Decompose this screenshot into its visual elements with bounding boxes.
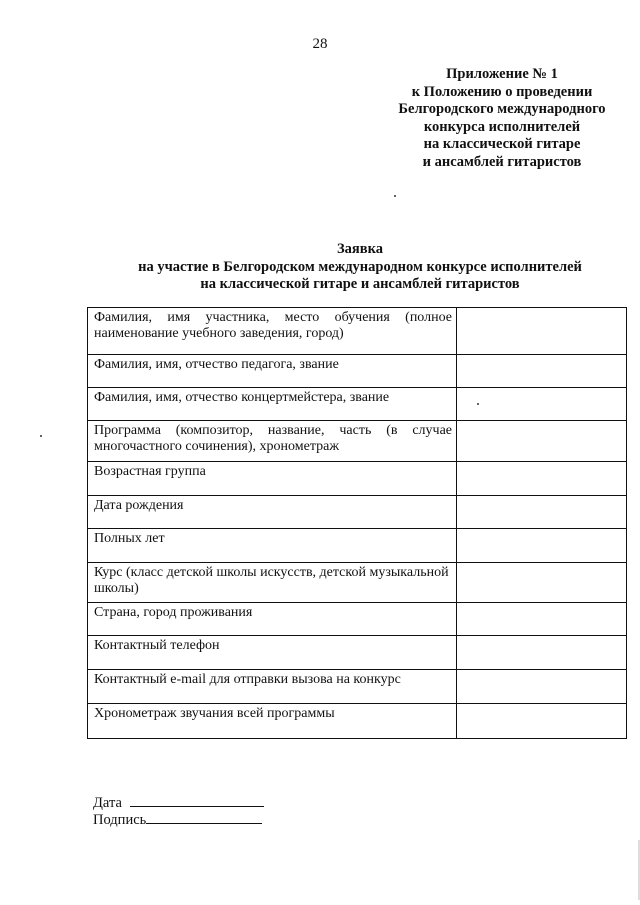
form-row bbox=[88, 308, 627, 355]
title-line: на участие в Белгородском международном конкурсе исполнителей bbox=[138, 258, 582, 275]
form-row bbox=[88, 529, 627, 563]
form-label: Фамилия, имя, отчество педагога, звание bbox=[88, 355, 457, 388]
form-label: Полных лет bbox=[88, 529, 457, 563]
signature-label: Подпись bbox=[93, 812, 147, 828]
form-value-cell[interactable] bbox=[457, 603, 627, 636]
page-number: 28 bbox=[312, 36, 328, 52]
form-value-cell[interactable] bbox=[457, 421, 627, 462]
appendix-line: на классической гитаре bbox=[423, 136, 581, 152]
title-line: на классической гитаре и ансамблей гитаристов bbox=[200, 276, 520, 292]
scan-speck bbox=[40, 435, 42, 437]
date-label: Дата bbox=[93, 795, 122, 811]
signature-field[interactable] bbox=[146, 809, 262, 824]
form-row bbox=[88, 496, 627, 529]
form-label: Контактный телефон bbox=[88, 636, 457, 670]
form-label: Хронометраж звучания всей программы bbox=[88, 704, 457, 739]
form-row bbox=[88, 355, 627, 388]
form-label: Фамилия, имя, отчество концертмейстера, звание bbox=[88, 388, 457, 421]
form-label: Программа (композитор, название, часть (в случае многочастного сочинения), хронометраж bbox=[88, 421, 457, 462]
appendix-line: конкурса исполнителей bbox=[423, 118, 581, 135]
form-row bbox=[88, 636, 627, 670]
form-row bbox=[88, 603, 627, 636]
appendix-line: и ансамблей гитаристов bbox=[422, 153, 582, 170]
form-value-cell[interactable] bbox=[457, 355, 627, 388]
form-value-cell[interactable] bbox=[457, 388, 627, 421]
form-label: Страна, город проживания bbox=[88, 603, 457, 636]
form-label: Курс (класс детской школы искусств, детской музыкальной школы) bbox=[88, 563, 457, 603]
application-form-table bbox=[87, 307, 627, 739]
appendix-line: к Положению о проведении bbox=[411, 83, 593, 100]
form-value-cell[interactable] bbox=[457, 308, 627, 355]
document-title bbox=[60, 241, 640, 294]
scan-speck bbox=[477, 403, 479, 405]
appendix-line: Белгородского международного bbox=[398, 101, 606, 117]
form-label: Контактный e-mail для отправки вызова на конкурс bbox=[88, 670, 457, 704]
form-value-cell[interactable] bbox=[457, 462, 627, 496]
form-row bbox=[88, 421, 627, 462]
form-value-cell[interactable] bbox=[457, 670, 627, 704]
form-label: Фамилия, имя участника, место обучения (полное наименование учебного заведения, город) bbox=[88, 308, 457, 355]
scan-speck bbox=[394, 195, 396, 197]
title-heading: Заявка bbox=[337, 241, 383, 257]
form-label: Дата рождения bbox=[88, 496, 457, 529]
form-label: Возрастная группа bbox=[88, 462, 457, 496]
form-value-cell[interactable] bbox=[457, 496, 627, 529]
form-row bbox=[88, 462, 627, 496]
form-row bbox=[88, 388, 627, 421]
form-row bbox=[88, 704, 627, 739]
form-value-cell[interactable] bbox=[457, 636, 627, 670]
form-value-cell[interactable] bbox=[457, 563, 627, 603]
signature-line bbox=[93, 809, 262, 829]
appendix-header bbox=[362, 66, 640, 171]
form-row bbox=[88, 670, 627, 704]
appendix-line: Приложение № 1 bbox=[446, 66, 558, 82]
form-value-cell[interactable] bbox=[457, 529, 627, 563]
form-row bbox=[88, 563, 627, 603]
date-field[interactable] bbox=[130, 792, 264, 807]
form-value-cell[interactable] bbox=[457, 704, 627, 739]
